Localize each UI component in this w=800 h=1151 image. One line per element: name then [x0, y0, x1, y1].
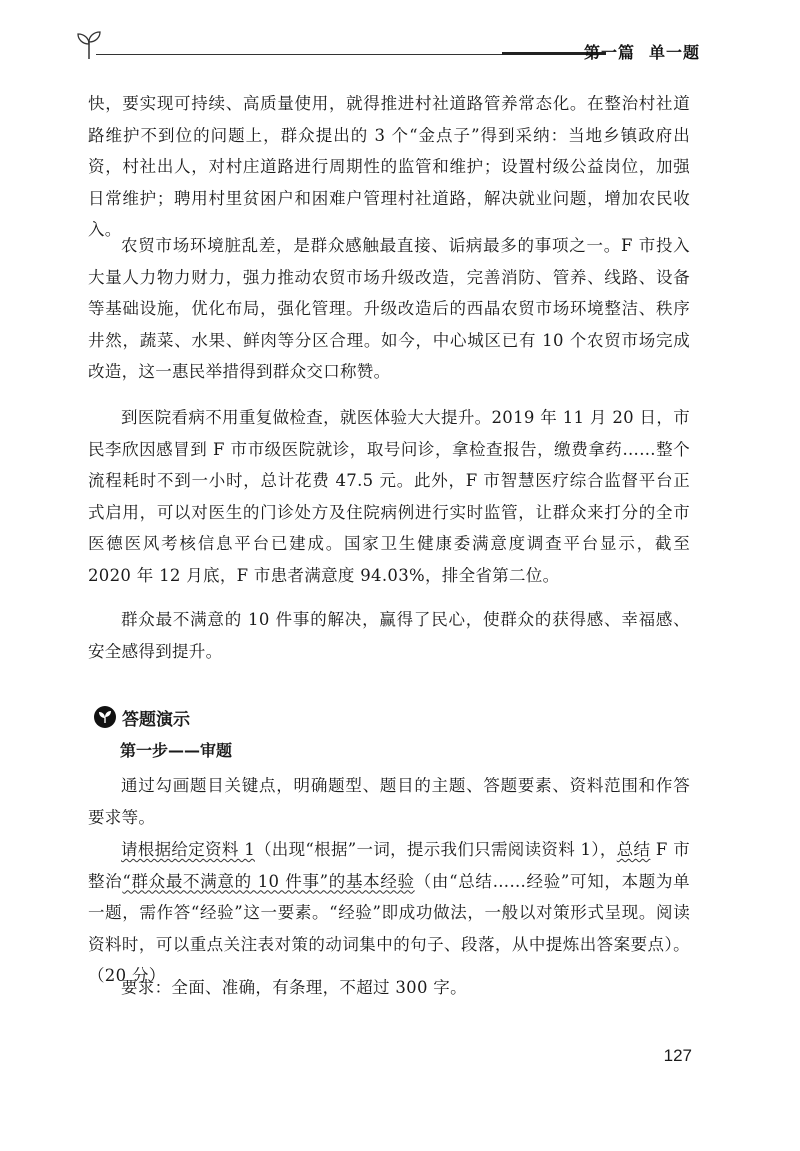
paragraph-question: [88, 834, 690, 992]
page-header: [72, 26, 700, 66]
paragraph-conclusion: 群众最不满意的 10 件事的解决，赢得了民心，使群众的获得感、幸福感、安全感得到提升。: [88, 610, 690, 661]
paragraph-hospital: 到医院看病不用重复做检查，就医体验大大提升。2019 年 11 月 20 日，市民李欣因感冒到 F 市市级医院就诊，取号问诊，拿检查报告，缴费拿药……整个流程耗时不到一小时，总计花费 47.5 元。此外，F 市智慧医疗综合监督平台正式启用，可以对医生的门诊处方及住院病例进行实时监管，让群众来打分的全市医德医风考核信息平台已建成。国家卫生健康委满意度调查平台显示，截至 2020 年 12 月底，F 市患者满意度 94.03%，排全省第二位。: [88, 408, 690, 585]
question-note-3: （由“总结……经验”可知，本题为单一题，需作答“经验”这一要素。“经验”即成功做法，一般以对策形式呈现。阅读资料时，可以重点关注表对策的动词集中的句子、段落，从中提炼出答案要点）。（20 分）: [88, 871, 690, 985]
running-head: [584, 40, 700, 63]
paragraph-step-intro: 通过勾画题目关键点，明确题型、题目的主题、答题要素、资料范围和作答要求等。: [88, 776, 690, 827]
question-note-1: （出现“根据”一词，提示我们只需阅读资料 1），: [255, 840, 617, 859]
sprout-icon: [76, 30, 102, 60]
keyword-summarize: 总结: [616, 840, 651, 859]
keyword-material: 请根据给定资料 1: [121, 840, 255, 859]
step-heading: 第一步——审题: [120, 741, 233, 760]
paragraph-road-maintenance: 快，要实现可持续、高质量使用，就得推进村社道路管养常态化。在整治村社道路维护不到位的问题上，群众提出的 3 个“金点子”得到采纳：当地乡镇政府出资，村社出人，对村庄道路进行周期性的监管和维护；设置村级公益岗位，加强日常维护；聘用村里贫困户和困难户管理村社道路，解决就业问题，增加农民收入。: [88, 94, 690, 239]
section-heading-text: 答题演示: [122, 709, 190, 730]
paragraph-market-upgrade: 农贸市场环境脏乱差，是群众感触最直接、诟病最多的事项之一。F 市投入大量人力物力财力，强力推动农贸市场升级改造，完善消防、管养、线路、设备等基础设施，优化布局，强化管理。升级改造后的西晶农贸市场环境整洁、秩序井然，蔬菜、水果、鲜肉等分区合理。如今，中心城区已有 10 个农贸市场完成改造，这一惠民举措得到群众交口称赞。: [88, 236, 690, 381]
section-heading: [94, 704, 190, 730]
question-note-2: F 市整治: [88, 840, 690, 891]
section-title: 单一题: [648, 43, 700, 62]
paragraph-requirement: 要求：全面、准确，有条理，不超过 300 字。: [121, 978, 467, 997]
leaf-icon: [94, 706, 116, 728]
part-title: 第一篇: [583, 43, 635, 62]
page-number: 127: [663, 1046, 692, 1065]
keyword-topic: “群众最不满意的 10 件事”的基本经验: [122, 871, 415, 891]
